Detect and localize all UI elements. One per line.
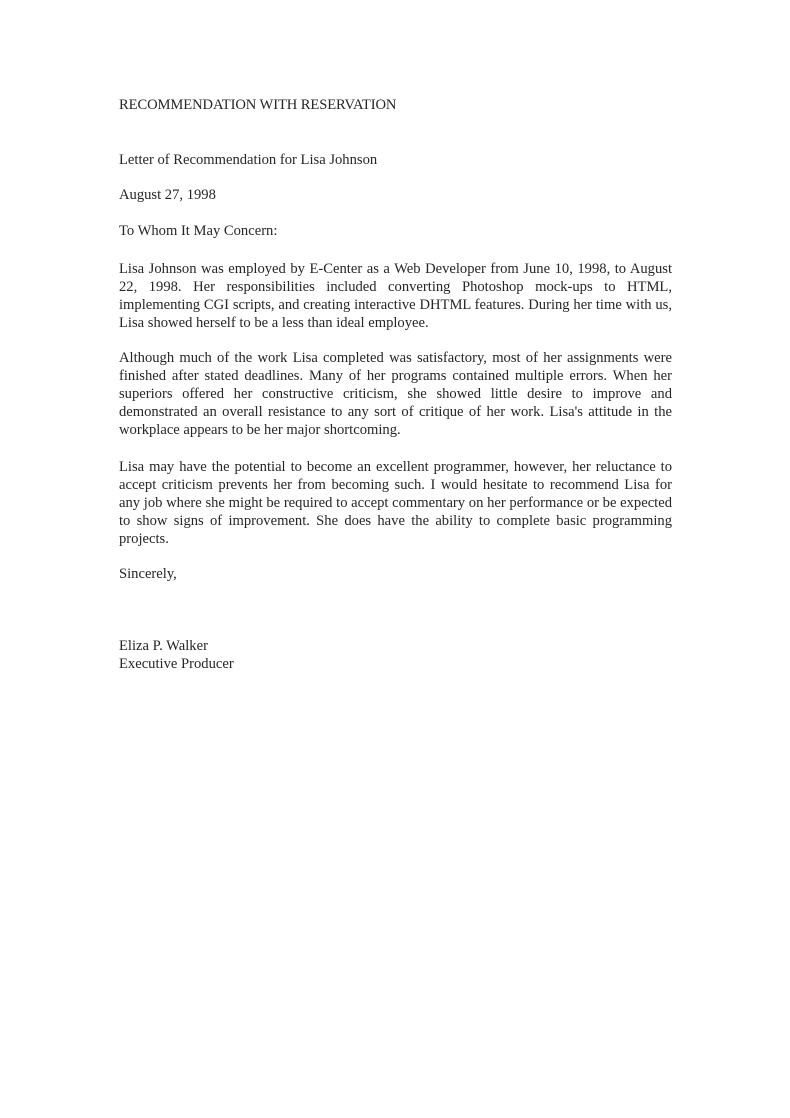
body-paragraph: Lisa Johnson was employed by E-Center as a Web Developer from June 10, 1998, to August 22, 1998. Her responsibilities included converting Photoshop mock-ups to HTML, implementing CGI scripts, and creating interactive DHTML features. During her time with us, Lisa showed herself to be a less than ideal employee. — [119, 261, 672, 331]
signature-title: Executive Producer — [119, 656, 234, 672]
closing: Sincerely, — [119, 566, 177, 582]
signature-name: Eliza P. Walker — [119, 638, 208, 654]
body-paragraph: Although much of the work Lisa completed was satisfactory, most of her assignments were finished after stated deadlines. Many of her programs contained multiple errors. When her superiors offered her constructive criticism, she showed little desire to improve and demonstrated an overall resistance to any sort of critique of her work. Lisa's attitude in the workplace appears to be her major shortcoming. — [119, 350, 672, 438]
salutation: To Whom It May Concern: — [119, 223, 278, 239]
letter-subject: Letter of Recommendation for Lisa Johnson — [119, 152, 378, 168]
letter-date: August 27, 1998 — [119, 187, 216, 203]
letter-heading: RECOMMENDATION WITH RESERVATION — [119, 97, 397, 113]
body-paragraph: Lisa may have the potential to become an excellent programmer, however, her reluctance to accept criticism prevents her from becoming such. I would hesitate to recommend Lisa for any job where she might be required to accept commentary on her performance or be expected to show signs of improvement. She does have the ability to complete basic programming projects. — [119, 459, 672, 547]
